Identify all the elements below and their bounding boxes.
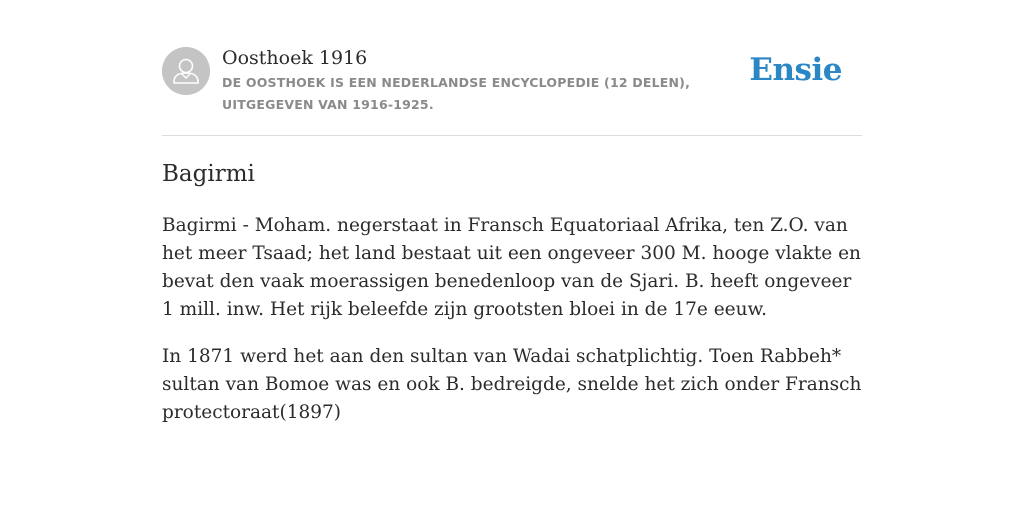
user-silhouette-icon — [162, 47, 210, 95]
brand-logo[interactable]: Ensie — [749, 52, 842, 88]
page-title: Bagirmi — [162, 161, 255, 187]
article-paragraph: In 1871 werd het aan den sultan van Wadai schatplichtig. Toen Rabbeh* sultan van Bomoe was en ook B. bedreigde, snelde het zich onder Fransch protectoraat(1897) — [162, 346, 862, 423]
article-page — [162, 0, 862, 512]
article-body — [162, 212, 862, 446]
avatar[interactable] — [162, 47, 210, 95]
source-header — [162, 0, 862, 136]
article-paragraph: Bagirmi - Moham. negerstaat in Fransch Equatoriaal Afrika, ten Z.O. van het meer Tsaad; het land bestaat uit een ongeveer 300 M. hooge vlakte en bevat den vaak moerassigen benedenloop van de Sjari. B. heeft ongeveer 1 mill. inw. Het rijk beleefde zijn grootsten bloei in de 17e eeuw. — [162, 215, 861, 320]
source-title[interactable]: Oosthoek 1916 — [222, 47, 368, 69]
source-description: DE OOSTHOEK IS EEN NEDERLANDSE ENCYCLOPEDIE (12 DELEN), UITGEGEVEN VAN 1916-1925. — [222, 75, 691, 112]
